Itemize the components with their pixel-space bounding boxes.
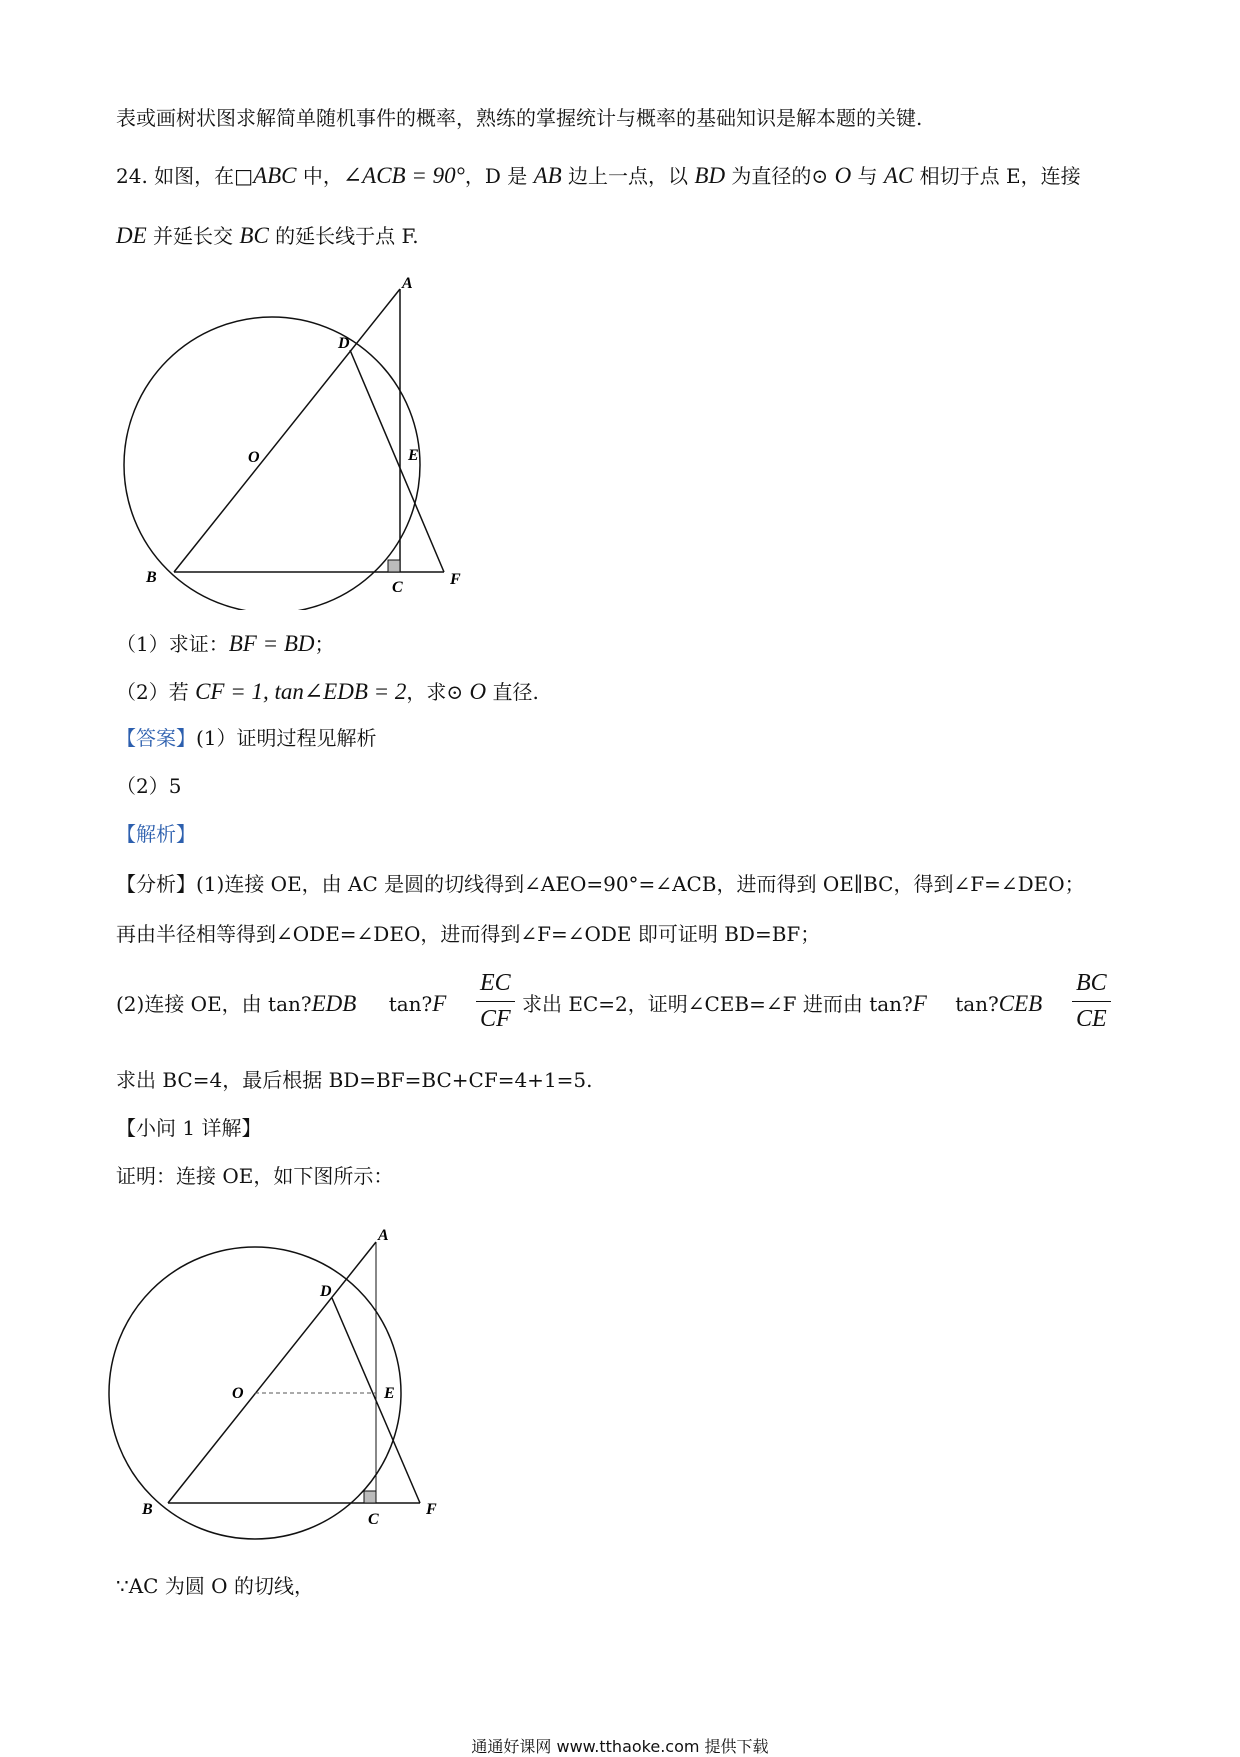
- segment-df: [350, 350, 444, 572]
- fraction-bc-ce: BC CE: [1072, 970, 1111, 1033]
- label-c: C: [392, 579, 403, 596]
- label-b: B: [146, 569, 157, 586]
- analysis-line2: 再由半径相等得到∠ODE=∠DEO，进而得到∠F=∠ODE 即可证明 BD=BF；: [116, 922, 821, 946]
- label-f: F: [426, 1501, 437, 1518]
- question-stem-line2: DE 并延长交 BC 的延长线于点 F.: [116, 223, 419, 248]
- analysis-line3-cont: 求出 EC=2，证明∠CEB=∠F 进而由 tan?F tan?CEB: [522, 991, 1043, 1016]
- geometry-figure-1: [100, 270, 480, 610]
- label-o: O: [248, 449, 260, 466]
- page-footer: 通通好课网 www.tthaoke.com 提供下载: [471, 1737, 769, 1756]
- answer-line: 【答案】(1）证明过程见解析: [116, 726, 377, 750]
- circle-o: [124, 317, 420, 610]
- label-c: C: [368, 1511, 379, 1528]
- label-f: F: [450, 571, 461, 588]
- answer-part2: （2）5: [116, 774, 182, 798]
- label-b: B: [142, 1501, 153, 1518]
- subquestion-1-heading: 【小问 1 详解】: [116, 1116, 262, 1140]
- part-2: （2）若 CF = 1, tan∠EDB = 2，求⊙ O 直径.: [116, 679, 539, 704]
- question-stem-line1: 24. 如图，在□ABC 中，∠ACB = 90°，D 是 AB 边上一点，以 BD 为直径的⊙ O 与 AC 相切于点 E，连接: [116, 163, 1081, 188]
- geometry-figure-2: [100, 1220, 480, 1550]
- label-d: D: [338, 335, 350, 352]
- label-e: E: [408, 447, 419, 464]
- right-angle-mark: [388, 560, 400, 572]
- proof-line-tangent: ∵AC 为圆 O 的切线，: [116, 1574, 314, 1598]
- text-line-intro: 表或画树状图求解简单随机事件的概率，熟练的掌握统计与概率的基础知识是解本题的关键.: [116, 106, 923, 130]
- segment-ba: [168, 1242, 376, 1503]
- analysis-tag-line: [116, 824, 196, 844]
- fraction-ec-cf: EC CF: [476, 970, 515, 1033]
- analysis-line1: 【分析】(1)连接 OE，由 AC 是圆的切线得到∠AEO=90°=∠ACB，进而得到 OE∥BC，得到∠F=∠DEO；: [116, 872, 1085, 896]
- analysis-line3: (2)连接 OE，由 tan?EDB tan?F: [116, 991, 447, 1016]
- right-angle-mark: [364, 1491, 376, 1503]
- analysis-tag: 【解析】: [116, 822, 196, 846]
- part-1: （1）求证：BF = BD；: [116, 631, 335, 656]
- label-o: O: [232, 1385, 244, 1402]
- label-d: D: [320, 1283, 332, 1300]
- label-e: E: [384, 1385, 395, 1402]
- proof-intro: 证明：连接 OE，如下图所示：: [116, 1164, 394, 1188]
- label-a: A: [378, 1227, 389, 1244]
- analysis-line4: 求出 BC=4，最后根据 BD=BF=BC+CF=4+1=5.: [116, 1068, 593, 1092]
- label-a: A: [402, 275, 413, 292]
- answer-tag: 【答案】: [116, 726, 196, 750]
